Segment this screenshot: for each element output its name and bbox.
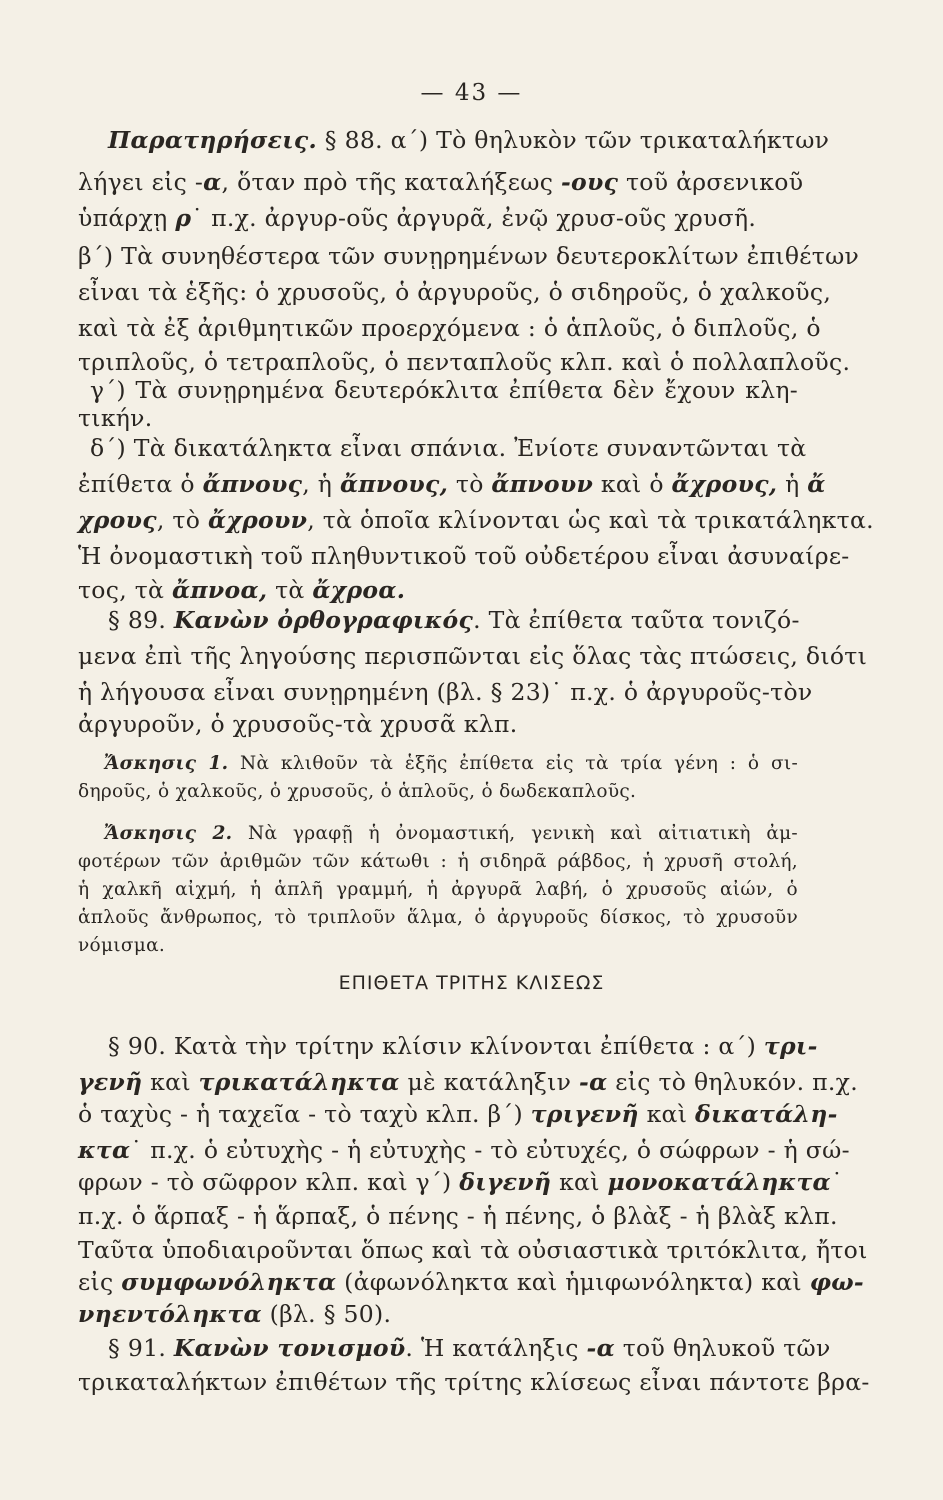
p90-text: εἰς — [78, 1268, 122, 1296]
p88-text: τὰ — [267, 576, 313, 604]
p90-text: καὶ — [638, 1100, 696, 1128]
p91-line-1 — [108, 1332, 831, 1364]
p90-line-6: π.χ. ὁ ἅρπαξ - ἡ ἅρπαξ, ὁ πένης - ἡ πένης, ὁ βλὰξ - ἡ βλὰξ κλπ. — [78, 1202, 838, 1230]
p89-rule-label: Κανὼν ὀρθογραφικός — [173, 606, 474, 634]
page-number: — 43 — — [420, 80, 523, 106]
p88-line-2 — [78, 166, 804, 198]
exercise-2-label: Ἄσκησις 2. — [104, 823, 233, 844]
p88-bold: ρ — [175, 204, 192, 232]
p90-bold: συμφωνόληκτα — [121, 1268, 337, 1296]
p89-text: § 89. — [108, 606, 174, 634]
p88-text: ἐπίθετα ὁ — [78, 470, 203, 498]
p90-bold: -α — [579, 1068, 608, 1096]
p91-rule-label: Κανὼν τονισμοῦ — [173, 1334, 406, 1362]
p90-text: § 90. Κατὰ τὴν τρίτην κλίσιν κλίνονται ἐπίθετα : α΄) — [108, 1032, 764, 1060]
p88-text: λήγει εἰς - — [78, 168, 204, 196]
p90-line-8 — [78, 1266, 864, 1298]
p88-bold: -ους — [560, 168, 619, 196]
p89-line-3: ἡ λήγουσα εἶναι συνῃρημένη (βλ. § 23)˙ π.χ. ὁ ἀργυροῦς-τὸν — [78, 678, 813, 706]
p88-text: , ὅταν πρὸ τῆς καταλήξεως — [221, 168, 561, 196]
p88-text: § 88. α΄) Τὸ θηλυκὸν τῶν τρικαταλήκτων — [317, 126, 830, 154]
p90-line-3 — [78, 1098, 838, 1130]
p88-line-11 — [78, 468, 826, 500]
p90-text: ὁ ταχὺς - ἡ ταχεῖα - τὸ ταχὺ κλπ. β΄) — [78, 1100, 531, 1128]
exercise-2-line-1 — [104, 820, 798, 848]
p88-line-5: εἶναι τὰ ἑξῆς: ὁ χρυσοῦς, ὁ ἀργυροῦς, ὁ σιδηροῦς, ὁ χαλκοῦς, — [78, 278, 832, 306]
p88-bold: ἄπνουν — [491, 470, 594, 498]
p90-text: καὶ — [142, 1068, 199, 1096]
p88-bold: ἄ — [807, 470, 826, 498]
p89-line-2: μενα ἐπὶ τῆς ληγούσης περισπῶνται εἰς ὅλας τὰς πτώσεις, διότι — [78, 642, 868, 670]
p88-line-7: τριπλοῦς, ὁ τετραπλοῦς, ὁ πενταπλοῦς κλπ. καὶ ὁ πολλαπλοῦς. — [78, 348, 851, 376]
p91-text: τοῦ θηλυκοῦ τῶν — [614, 1334, 831, 1362]
p88-bold: ἄπνους — [202, 470, 303, 498]
p90-bold: νηεντόληκτα — [78, 1300, 262, 1328]
p90-bold: μονοκατάληκτα — [607, 1168, 831, 1196]
p90-line-4 — [78, 1134, 850, 1166]
p89-line-4: ἀργυροῦν, ὁ χρυσοῦς-τὰ χρυσᾶ κλπ. — [78, 710, 518, 738]
p88-bold: α — [203, 168, 222, 196]
p90-bold: τρι- — [763, 1032, 818, 1060]
p88-text: , τὰ ὁποῖα κλίνονται ὡς καὶ τὰ τρικατάληκτα. — [307, 506, 874, 534]
p88-text: ὑπάρχῃ — [78, 204, 176, 232]
p88-observations-label: Παρατηρήσεις. — [108, 126, 317, 154]
p90-bold: γενῆ — [78, 1068, 143, 1096]
p88-text: τὸ — [448, 470, 492, 498]
p90-line-2 — [78, 1066, 858, 1098]
p88-line-1 — [108, 124, 830, 156]
exercise-1-label: Ἄσκησις 1. — [104, 753, 229, 774]
p90-line-1 — [108, 1030, 818, 1062]
p90-text: εἰς τὸ θηλυκόν. π.χ. — [607, 1068, 858, 1096]
p90-text: φρων - τὸ σῶφρον κλπ. καὶ γ΄) — [78, 1168, 460, 1196]
p88-bold: ἄχρους, — [671, 470, 778, 498]
exercise-2-line-3: ἡ χαλκῆ αἰχμή, ἡ ἁπλῆ γραμμή, ἡ ἀργυρᾶ λαβή, ὁ χρυσοῦς αἰών, ὁ — [78, 879, 798, 900]
p90-bold: τριγενῆ — [530, 1100, 639, 1128]
p88-line-4: β΄) Τὰ συνηθέστερα τῶν συνῃρημένων δευτεροκλίτων ἐπιθέτων — [78, 242, 860, 270]
p88-line-8: γ΄) Τὰ συνῃρημένα δευτερόκλιτα ἐπίθετα δὲν ἔχουν κλη- — [90, 376, 798, 404]
p91-line-2: τρικαταλήκτων ἐπιθέτων τῆς τρίτης κλίσεως εἶναι πάντοτε βρα- — [78, 1368, 870, 1396]
p90-text: μὲ κατάληξιν — [399, 1068, 580, 1096]
p88-text: ἡ — [777, 470, 808, 498]
p88-line-3 — [78, 202, 798, 234]
p90-bold: δικατάλη- — [695, 1100, 838, 1128]
p91-text: . Ἡ κατάληξις — [405, 1334, 587, 1362]
p88-line-12 — [78, 504, 874, 536]
exercise-2-line-2: φοτέρων τῶν ἀριθμῶν τῶν κάτωθι : ἡ σιδηρᾶ ράβδος, ἡ χρυσῆ στολή, — [78, 851, 798, 872]
p88-text: τοῦ ἀρσενικοῦ — [618, 168, 804, 196]
p88-bold: ἄπνους, — [339, 470, 449, 498]
p88-text: καὶ ὁ — [593, 470, 672, 498]
p90-text: καὶ — [551, 1168, 608, 1196]
p88-text: τος, τὰ — [78, 576, 172, 604]
p88-text: , ἡ — [302, 470, 340, 498]
p90-text: ˙ — [830, 1168, 843, 1196]
p88-text: , τὸ — [156, 506, 208, 534]
p88-text: ˙ π.χ. ἀργυρ-οῦς ἀργυρᾶ, ἐνῷ χρυσ-οῦς χρυσῆ. — [191, 204, 757, 232]
p88-bold: ἄπνοα, — [172, 576, 268, 604]
p88-line-14 — [78, 574, 798, 606]
p88-line-10: δ΄) Τὰ δικατάληκτα εἶναι σπάνια. Ἐνίοτε συναντῶνται τὰ — [90, 434, 807, 462]
p90-bold: κτα — [78, 1136, 131, 1164]
p89-line-1 — [108, 604, 798, 636]
p90-text: (ἀφωνόληκτα καὶ ἡμιφωνόληκτα) καὶ — [336, 1268, 810, 1296]
p90-line-7: Ταῦτα ὑποδιαιροῦνται ὅπως καὶ τὰ οὐσιαστικὰ τριτόκλιτα, ἤτοι — [78, 1236, 868, 1264]
exercise-1-line-2: δηροῦς, ὁ χαλκοῦς, ὁ χρυσοῦς, ὁ ἁπλοῦς, ὁ δωδεκαπλοῦς. — [78, 781, 637, 802]
p88-line-9: τικήν. — [78, 404, 153, 432]
exercise-1-text: Νὰ κλιθοῦν τὰ ἑξῆς ἐπίθετα εἰς τὰ τρία γένη : ὁ σι- — [228, 753, 799, 774]
p88-line-13: Ἡ ὀνομαστικὴ τοῦ πληθυντικοῦ τοῦ οὐδετέρου εἶναι ἀσυναίρε- — [78, 542, 850, 570]
p91-text: § 91. — [108, 1334, 174, 1362]
section-heading: ΕΠΙΘΕΤΑ ΤΡΙΤΗΣ ΚΛΙΣΕΩΣ — [338, 972, 605, 994]
p90-line-5 — [78, 1166, 843, 1198]
p90-bold: τρικατάληκτα — [198, 1068, 400, 1096]
p88-line-6: καὶ τὰ ἐξ ἀριθμητικῶν προερχόμενα : ὁ ἁπλοῦς, ὁ διπλοῦς, ὁ — [78, 314, 821, 342]
p91-bold: -α — [586, 1334, 615, 1362]
p90-text: ˙ π.χ. ὁ εὐτυχὴς - ἡ εὐτυχὴς - τὸ εὐτυχές, ὁ σώφρων - ἡ σώ- — [130, 1136, 850, 1164]
exercise-1-line-1 — [104, 750, 798, 778]
exercise-2-line-5: νόμισμα. — [78, 935, 166, 956]
exercise-2-text: Νὰ γραφῇ ἡ ὀνομαστική, γενικὴ καὶ αἰτιατικὴ ἀμ- — [232, 823, 798, 844]
p89-text: . Τὰ ἐπίθετα ταῦτα τονιζό- — [473, 606, 800, 634]
p90-bold: διγενῆ — [459, 1168, 552, 1196]
p88-bold: ἄχροα. — [312, 576, 406, 604]
p90-text: (βλ. § 50). — [261, 1300, 392, 1328]
exercise-2-line-4: ἁπλοῦς ἄνθρωπος, τὸ τριπλοῦν ἅλμα, ὁ ἀργυροῦς δίσκος, τὸ χρυσοῦν — [78, 907, 798, 928]
p88-bold: χρους — [78, 506, 157, 534]
p88-bold: ἄχρουν — [207, 506, 308, 534]
p90-line-9 — [78, 1298, 798, 1330]
p90-bold: φω- — [809, 1268, 864, 1296]
